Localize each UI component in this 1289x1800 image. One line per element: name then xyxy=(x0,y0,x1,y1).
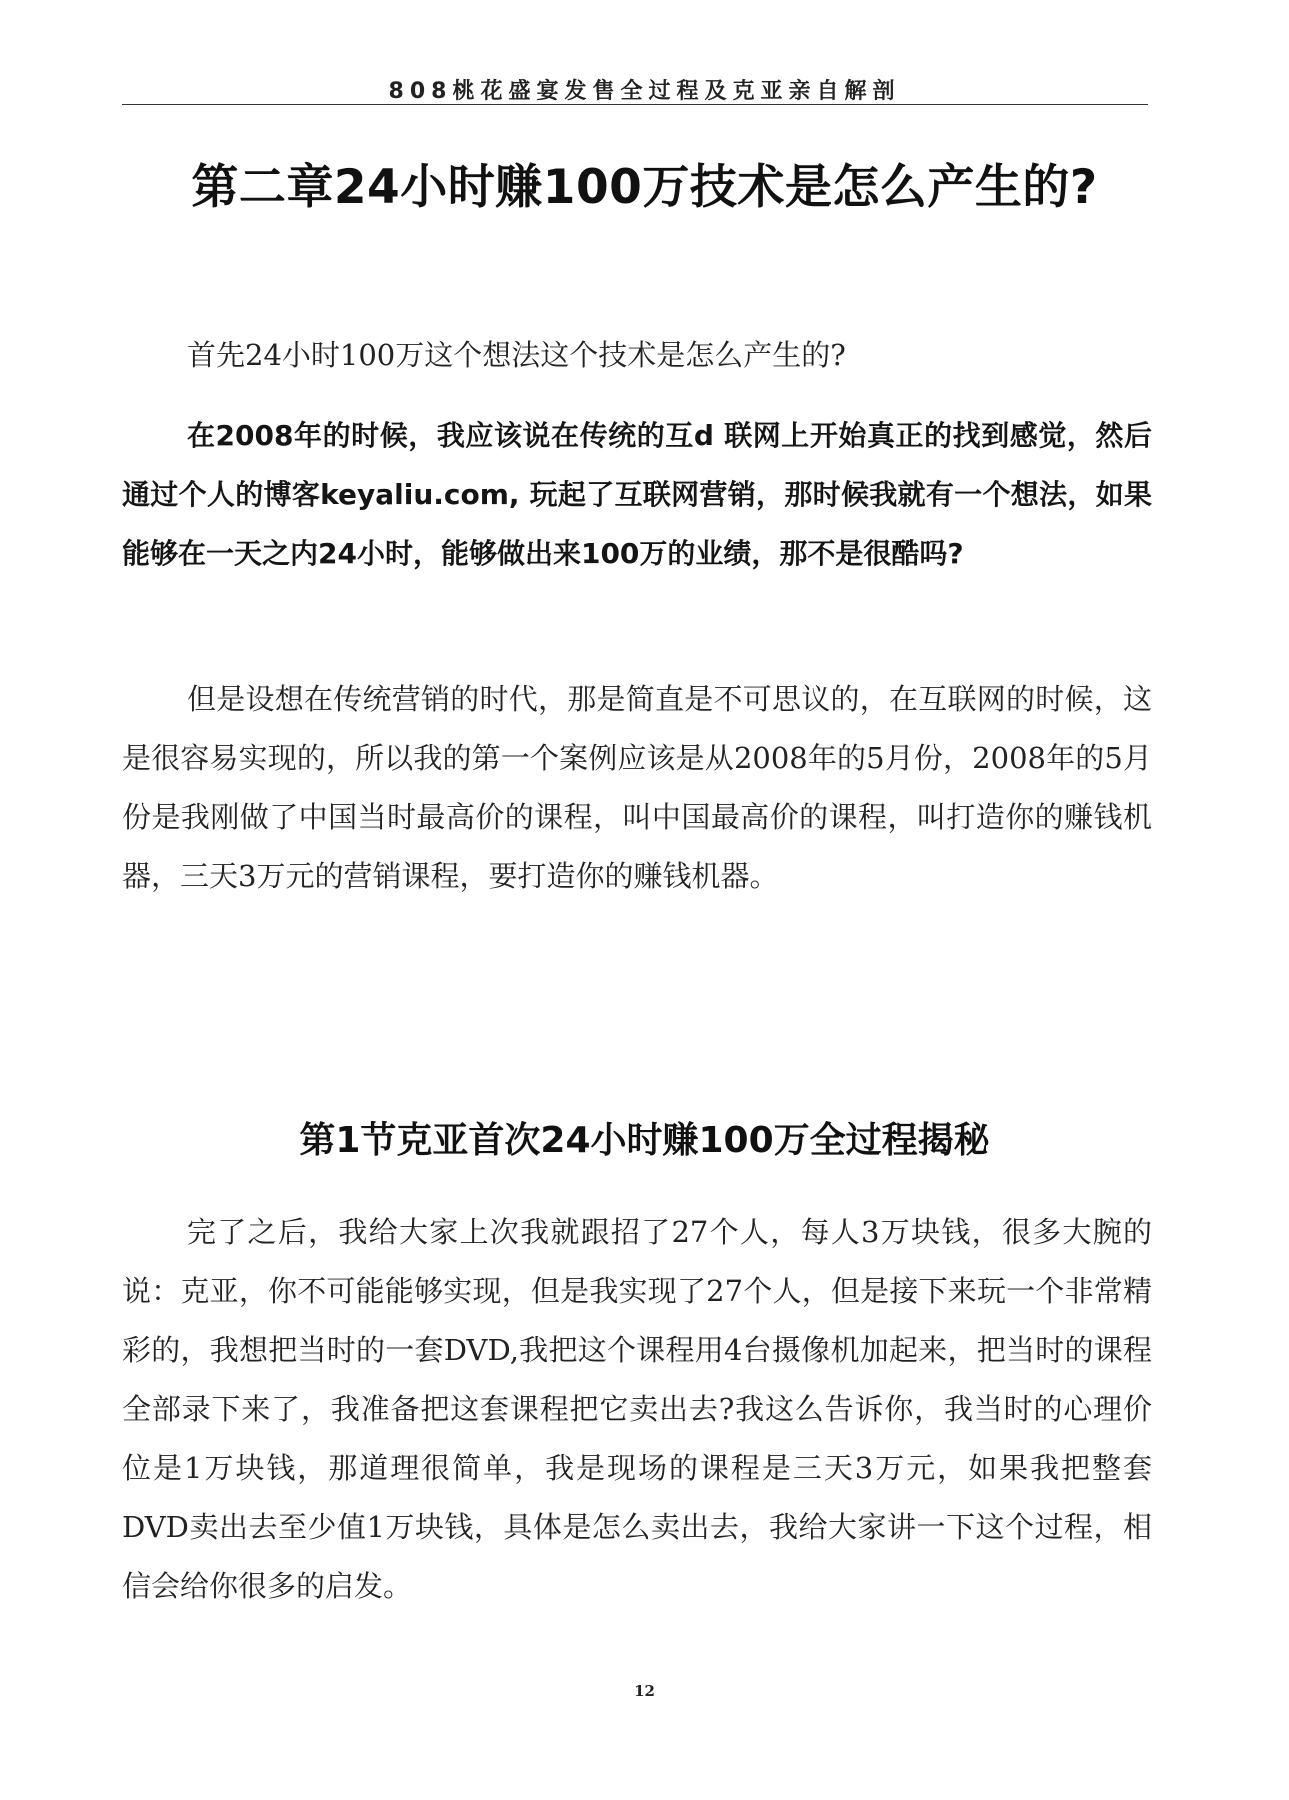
paragraph-intro-question: 首先24小时100万这个想法这个技术是怎么产生的? xyxy=(187,338,846,372)
paragraph-traditional-marketing: 但是设想在传统营销的时代，那是简直是不可思议的，在互联网的时候，这是很容易实现的，所以我的第一个案例应该是从2008年的5月份，2008年的5月份是我刚做了中国当时最高价的课程，叫中国最高价的课程，叫打造你的赚钱机器，三天3万元的营销课程，要打造你的赚钱机器。 xyxy=(122,682,1152,893)
page-number: 12 xyxy=(634,1682,655,1700)
section-title: 第1节克亚首次24小时赚100万全过程揭秘 xyxy=(299,1120,990,1161)
paragraph-dvd-story: 完了之后，我给大家上次我就跟招了27个人，每人3万块钱，很多大腕的说：克亚，你不可能能够实现，但是我实现了27个人，但是接下来玩一个非常精彩的，我想把当时的一套DVD,我把这个课程用4台摄像机加起来，把当时的课程全部录下来了，我准备把这套课程把它卖出去?我这么告诉你，我当时的心理价位是1万块钱，那道理很简单，我是现场的课程是三天3万元，如果我把整套DVD卖出去至少值1万块钱，具体是怎么卖出去，我给大家讲一下这个过程，相信会给你很多的启发。 xyxy=(122,1215,1152,1603)
paragraph-2008-origin: 在2008年的时候，我应该说在传统的互d 联网上开始真正的找到感觉，然后通过个人的博客keyaliu.com, 玩起了互联网营销，那时候我就有一个想法，如果能够在一天之内24小时，能够做出来100万的业绩，那不是很酷吗? xyxy=(122,419,1152,570)
chapter-title: 第二章24小时赚100万技术是怎么产生的? xyxy=(191,160,1098,215)
running-header: 808桃花盛宴发售全过程及克亚亲自解剖 xyxy=(388,79,901,104)
header-divider xyxy=(122,104,1148,105)
